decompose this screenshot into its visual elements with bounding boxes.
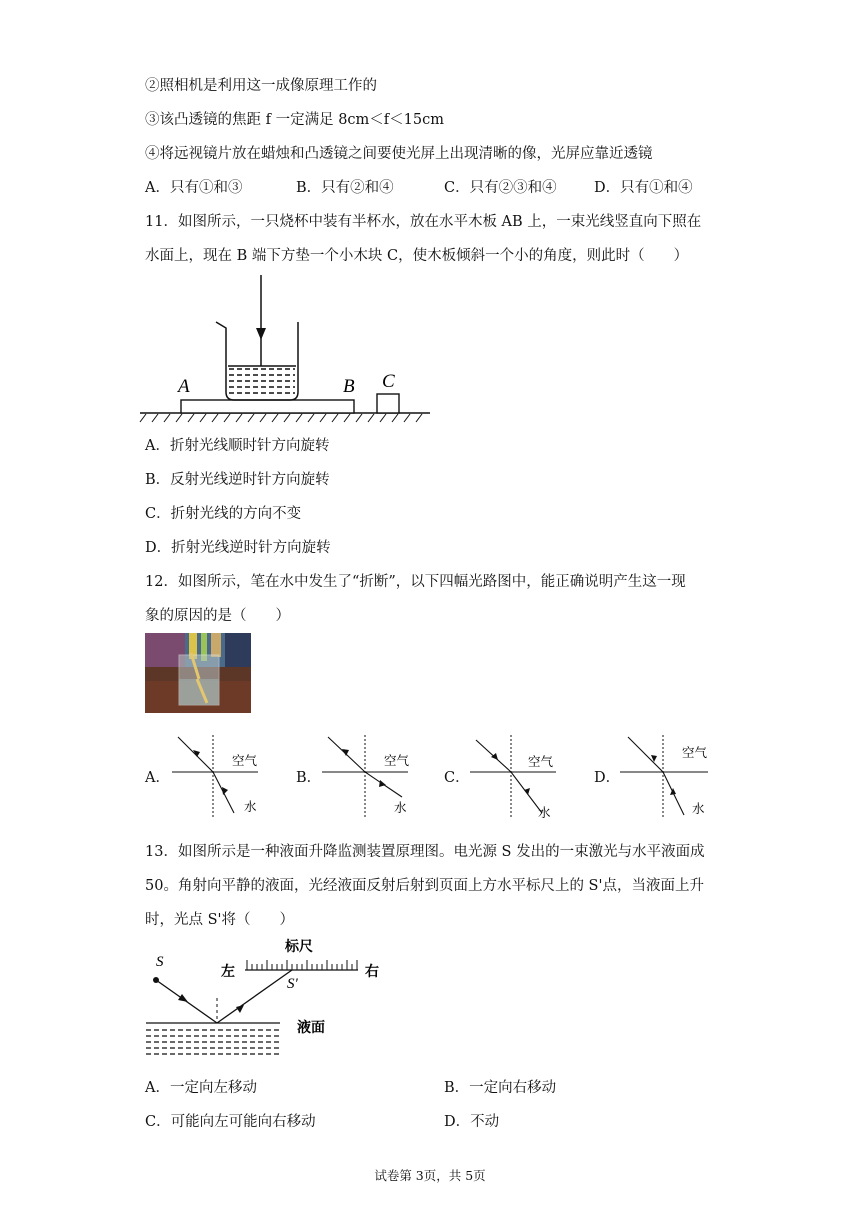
q12-letter-b: B． <box>296 770 322 786</box>
label-a: A <box>178 376 190 397</box>
liquid-surface-label: 液面 <box>297 1020 325 1036</box>
air-label: 空气 <box>384 753 410 768</box>
left-label: 左 <box>221 964 235 980</box>
page-footer: 试卷第 3页，共 5页 <box>374 1168 486 1183</box>
q12-letter-a: A． <box>145 770 170 786</box>
q10-option-b: B．只有②和④ <box>296 180 394 196</box>
q13-level-monitor-figure <box>140 932 400 1062</box>
right-label: 右 <box>365 964 379 980</box>
label-b: B <box>343 376 355 397</box>
q11-stem-line1: 11．如图所示，一只烧杯中装有半杯水，放在水平木板 AB 上，一束光线竖直向下照在 <box>145 214 702 230</box>
source-label: S <box>156 954 164 970</box>
q13-stem-line1: 13．如图所示是一种液面升降监测装置原理图。电光源 S 发出的一束激光与水平液面成 <box>145 844 705 860</box>
q11-option-b: B．反射光线逆时针方向旋转 <box>145 472 330 488</box>
q13-option-a: A．一定向左移动 <box>145 1080 257 1096</box>
q10-option-d: D．只有①和④ <box>594 180 693 196</box>
ray-diagram-c <box>470 735 570 820</box>
q11-option-a: A．折射光线顺时针方向旋转 <box>145 438 330 454</box>
water-label: 水 <box>394 800 407 815</box>
q11-stem-line2: 水面上，现在 B 端下方垫一个小木块 C，使木板倾斜一个小的角度，则此时（ ） <box>145 248 689 264</box>
q13-stem-line2: 50。角射向平静的液面，光经液面反射后射到页面上方水平标尺上的 S'点，当液面上升 <box>145 878 704 894</box>
ray-diagram-a <box>172 735 272 820</box>
statement-2: ②照相机是利用这一成像原理工作的 <box>145 78 377 94</box>
q12-stem-line1: 12．如图所示，笔在水中发生了“折断”，以下四幅光路图中，能正确说明产生这一现 <box>145 574 686 590</box>
q11-beaker-figure <box>140 270 440 430</box>
air-label: 空气 <box>682 745 708 760</box>
q12-letter-d: D． <box>594 770 621 786</box>
ray-diagram-d <box>620 735 720 820</box>
spot-label: S' <box>287 976 298 992</box>
label-c: C <box>382 371 395 392</box>
q13-stem-line3: 时，光点 S'将（ ） <box>145 912 295 928</box>
pencil-in-water-photo <box>145 633 251 713</box>
q13-option-b: B．一定向右移动 <box>444 1080 557 1096</box>
air-label: 空气 <box>528 754 554 769</box>
q11-option-c: C．折射光线的方向不变 <box>145 506 302 522</box>
water-label: 水 <box>244 799 257 814</box>
q12-letter-c: C． <box>444 770 470 786</box>
water-label: 水 <box>692 801 705 816</box>
q12-stem-line2: 象的原因的是（ ） <box>145 608 290 624</box>
statement-3: ③该凸透镜的焦距 f 一定满足 8cm＜f＜15cm <box>145 112 444 128</box>
q13-option-c: C．可能向左可能向右移动 <box>145 1114 316 1130</box>
ray-diagram-b <box>322 735 422 820</box>
q11-option-d: D．折射光线逆时针方向旋转 <box>145 540 331 556</box>
statement-4: ④将远视镜片放在蜡烛和凸透镜之间要使光屏上出现清晰的像，光屏应靠近透镜 <box>145 146 653 162</box>
ruler-label: 标尺 <box>285 939 313 955</box>
water-label: 水 <box>538 805 551 820</box>
q13-option-d: D．不动 <box>444 1114 500 1130</box>
air-label: 空气 <box>232 753 258 768</box>
q10-option-a: A．只有①和③ <box>145 180 243 196</box>
q10-option-c: C．只有②③和④ <box>444 180 557 196</box>
